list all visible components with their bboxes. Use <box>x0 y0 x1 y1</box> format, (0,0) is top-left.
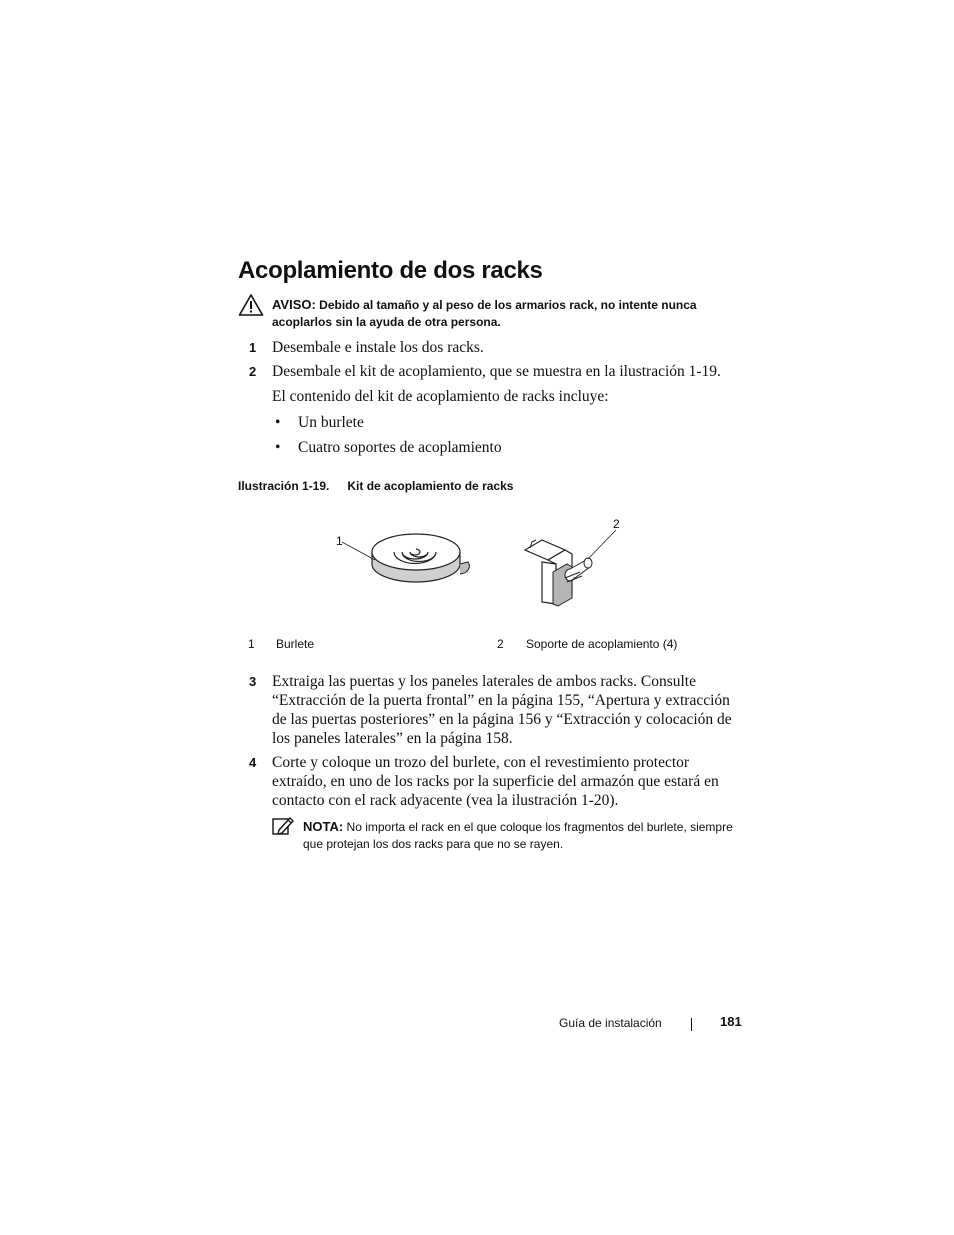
kit-intro: El contenido del kit de acoplamiento de racks incluye: <box>272 388 609 405</box>
legend-label: Burlete <box>276 637 315 651</box>
bullet-marker: • <box>275 414 281 431</box>
warning-triangle-icon <box>238 293 264 317</box>
note-text: No importa el rack en el que coloque los fragmentos del burlete, siempre que protejan los dos racks para que no se rayen. <box>303 820 733 851</box>
callout-line-2 <box>588 530 616 559</box>
pencil-note-icon <box>272 815 294 837</box>
note-label: NOTA: <box>303 819 344 834</box>
step-text: Corte y coloque un trozo del burlete, con el revestimiento protector extraído, en uno de los racks por la superficie del armazón que estará en contacto con el rack adyacente (vea la ilustración 1-20). <box>272 754 719 809</box>
kit-item: Cuatro soportes de acoplamiento <box>298 439 502 456</box>
step-text: Desembale el kit de acoplamiento, que se muestra en la ilustración 1-19. <box>272 363 721 380</box>
figure-caption-title: Kit de acoplamiento de racks <box>347 479 514 493</box>
step-text: Extraiga las puertas y los paneles laterales de ambos racks. Consulte “Extracción de la puerta frontal” en la página 155, “Apertura y extracción de las puertas posteriores” en la página 156 y “Extracción y colocación de los paneles laterales” en la página 158. <box>272 673 732 747</box>
figure-caption-number: Ilustración 1-19. <box>238 479 330 493</box>
warning-text: Debido al tamaño y al peso de los armarios rack, no intente nunca acoplarlos sin la ayuda de otra persona. <box>272 298 697 329</box>
footer-label: Guía de instalación <box>559 1016 662 1030</box>
step-number: 2 <box>249 364 257 379</box>
rack-coupling-kit-illustration <box>320 512 660 618</box>
gasket-roll-drawing <box>372 534 469 582</box>
legend-number: 1 <box>248 637 255 651</box>
step-number: 1 <box>249 340 257 355</box>
legend-number: 2 <box>497 637 504 651</box>
footer-separator <box>691 1018 692 1031</box>
coupling-bracket-drawing <box>525 540 592 606</box>
callout-line-1 <box>342 542 375 560</box>
page-title: Acoplamiento de dos racks <box>238 257 543 284</box>
legend-label: Soporte de acoplamiento (4) <box>526 637 678 651</box>
bullet-marker: • <box>275 439 281 456</box>
step-number: 3 <box>249 674 257 689</box>
kit-item: Un burlete <box>298 414 364 431</box>
step-number: 4 <box>249 755 257 770</box>
figure-caption <box>238 479 513 493</box>
note <box>303 818 733 853</box>
warning-notice <box>272 296 742 331</box>
warning-label: AVISO: <box>272 297 316 312</box>
step-text: Desembale e instale los dos racks. <box>272 339 484 356</box>
callout-2: 2 <box>613 517 620 531</box>
callout-1: 1 <box>336 534 343 548</box>
page-number: 181 <box>720 1014 742 1029</box>
